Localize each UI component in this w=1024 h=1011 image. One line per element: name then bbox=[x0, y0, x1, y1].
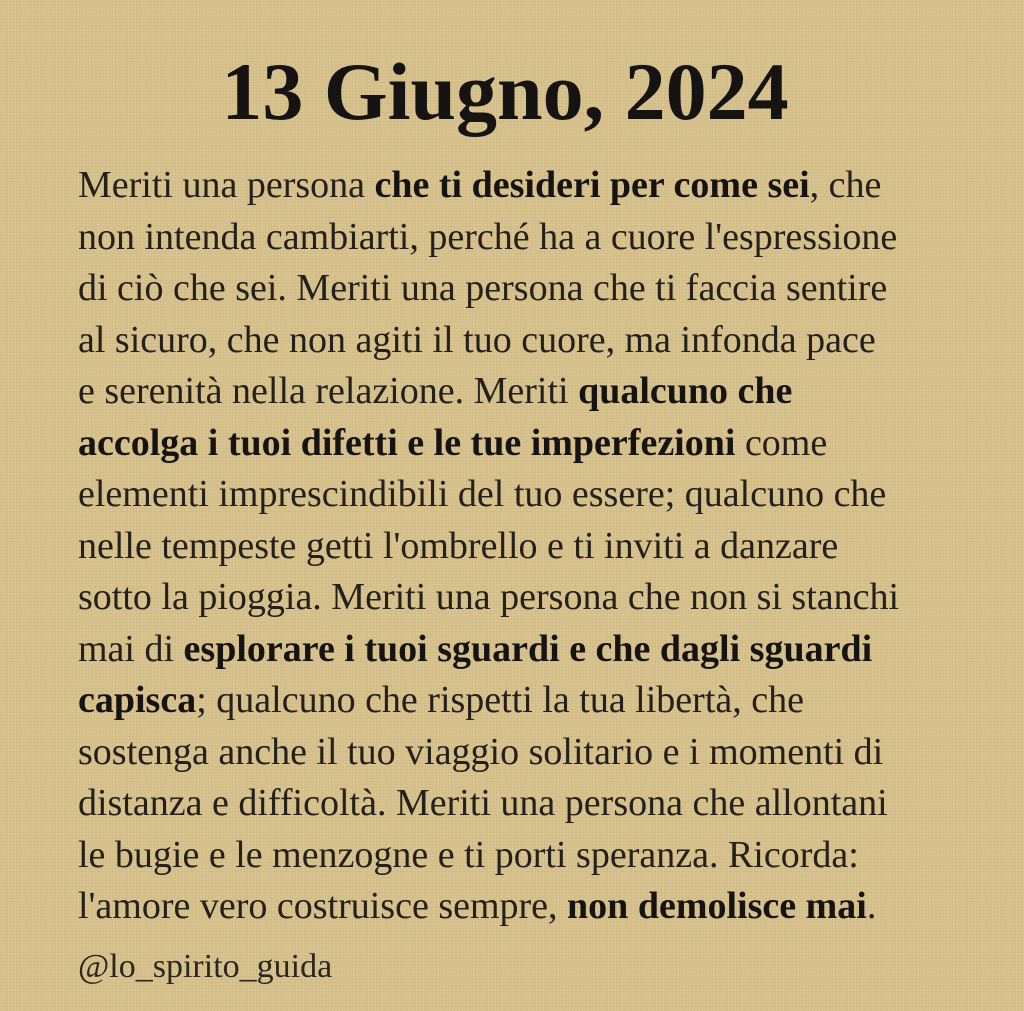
quote-emphasis: capisca bbox=[78, 679, 197, 721]
quote-line bbox=[78, 263, 958, 315]
quote-segment: e serenità nella relazione. Meriti bbox=[78, 370, 579, 412]
quote-segment: non intenda cambiarti, perché ha a cuore l'espressione bbox=[78, 215, 898, 258]
quote-segment: elementi imprescindibili del tuo essere; qualcuno che bbox=[78, 473, 887, 515]
quote-segment: , che bbox=[809, 164, 882, 206]
quote-line bbox=[78, 830, 958, 882]
quote-segment: nelle tempeste getti l'ombrello e ti inviti a danzare bbox=[78, 524, 839, 567]
quote-line bbox=[78, 572, 958, 624]
date-title: 13 Giugno, 2024 bbox=[221, 46, 789, 137]
quote-emphasis: che ti desideri per come sei bbox=[374, 164, 810, 206]
quote-segment: . bbox=[866, 885, 877, 927]
quote-line bbox=[78, 418, 958, 470]
quote-segment: mai di bbox=[78, 627, 184, 670]
quote-line bbox=[78, 675, 958, 727]
quote-emphasis: accolga i tuoi difetti e le tue imperfezioni bbox=[78, 421, 736, 464]
author-handle: @lo_spirito_guida bbox=[78, 948, 333, 985]
quote-segment: distanza e difficoltà. Meriti una persona che allontani bbox=[78, 782, 888, 824]
quote-line bbox=[78, 366, 958, 418]
quote-segment: al sicuro, che non agiti il tuo cuore, ma infonda pace bbox=[78, 318, 876, 361]
quote-emphasis: non demolisce mai bbox=[567, 885, 867, 927]
quote-line bbox=[78, 469, 958, 521]
quote-line bbox=[78, 727, 958, 779]
quote-segment: come bbox=[735, 421, 828, 464]
quote-emphasis: esplorare i tuoi sguardi e che dagli sguardi bbox=[183, 627, 873, 670]
quote-segment: sotto la pioggia. Meriti una persona che non si stanchi bbox=[78, 576, 900, 618]
quote-line bbox=[78, 521, 958, 573]
quote-line bbox=[78, 315, 958, 367]
quote-segment: sostenga anche il tuo viaggio solitario e i momenti di bbox=[78, 730, 884, 773]
quote-line bbox=[78, 778, 958, 830]
quote-segment: ; qualcuno che rispetti la tua libertà, che bbox=[196, 679, 804, 721]
quote-segment: Meriti una persona bbox=[78, 164, 375, 206]
quote-line bbox=[78, 881, 958, 933]
quote-line bbox=[78, 212, 958, 264]
quote-line bbox=[78, 624, 958, 676]
quote-line bbox=[78, 160, 958, 212]
quote-segment: l'amore vero costruisce sempre, bbox=[78, 885, 568, 927]
quote-segment: di ciò che sei. Meriti una persona che ti faccia sentire bbox=[78, 267, 888, 309]
quote-segment: le bugie e le menzogne e ti porti speranza. Ricorda: bbox=[78, 833, 859, 876]
quote-text bbox=[78, 160, 958, 933]
quote-emphasis: qualcuno che bbox=[578, 370, 793, 412]
